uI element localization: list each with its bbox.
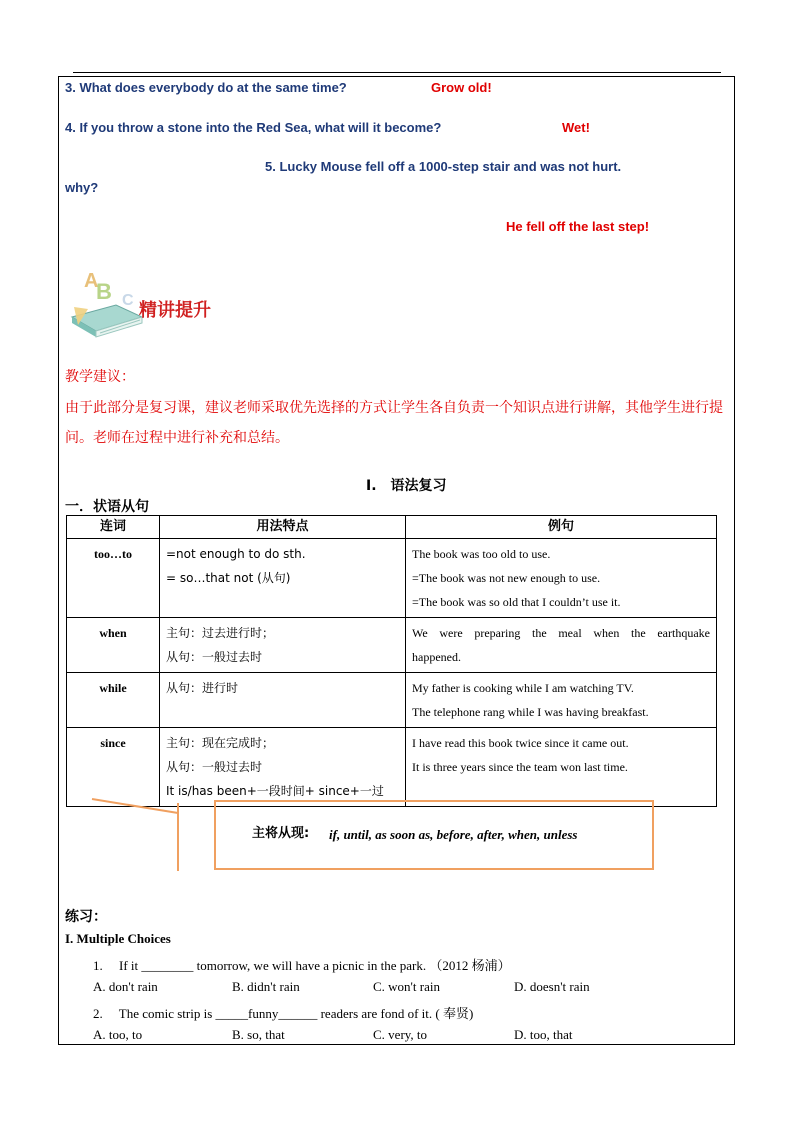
table-header-row	[67, 516, 717, 539]
practice-heading: 练习：	[65, 909, 107, 925]
subsection-title: 一．状语从句	[65, 499, 149, 515]
usage-line: = so…that not (从句)	[166, 571, 291, 585]
header-usage: 用法特点	[160, 516, 406, 539]
example-line: The telephone rang while I was having breakfast.	[412, 705, 649, 719]
usage-line: =not enough to do sth.	[166, 547, 306, 561]
table-row	[67, 539, 717, 618]
riddle-5-answer: He fell off the last step!	[506, 219, 650, 234]
usage-line: 主句：现在完成时；	[166, 736, 275, 750]
example-line: It is three years since the team won last time.	[412, 760, 628, 774]
q2-option-d: D. too, that	[514, 1027, 573, 1042]
advice-heading: 教学建议：	[65, 369, 135, 385]
advice-line-2: 问。老师在过程中进行补充和总结。	[65, 430, 289, 446]
conjunction-cell: while	[67, 673, 160, 728]
example-line: =The book was so old that I couldn’t use it.	[412, 595, 621, 609]
q1-option-c: C. won't rain	[373, 979, 440, 994]
usage-line: 主句：过去进行时；	[166, 626, 275, 640]
usage-cell	[160, 673, 406, 728]
practice-part-title: I. Multiple Choices	[65, 931, 171, 946]
question-1: 1. If it ________ tomorrow, we will have a picnic in the park. （2012 杨浦）	[93, 958, 511, 973]
example-line: The book was too old to use.	[412, 547, 551, 561]
example-line: We were preparing the meal when the earthquake	[412, 626, 710, 640]
example-cell	[406, 618, 717, 673]
example-line: My father is cooking while I am watching TV.	[412, 681, 634, 695]
q2-option-b: B. so, that	[232, 1027, 285, 1042]
example-line: =The book was not new enough to use.	[412, 571, 601, 585]
riddle-3-question: 3. What does everybody do at the same time?	[65, 80, 347, 95]
conjunction-cell: since	[67, 728, 160, 807]
table-row	[67, 618, 717, 673]
example-line: happened.	[412, 650, 461, 664]
header-rule	[73, 72, 721, 73]
letter-b: B	[96, 279, 112, 304]
section-title: I. 语法复习	[366, 478, 447, 494]
q1-option-b: B. didn't rain	[232, 979, 300, 994]
callout-label: 主将从现:	[252, 826, 310, 841]
callout-text: if, until, as soon as, before, after, when, unless	[329, 827, 578, 842]
example-line: I have read this book twice since it came out.	[412, 736, 629, 750]
usage-line: 从句：一般过去时	[166, 760, 263, 774]
usage-cell	[160, 618, 406, 673]
letter-a: A	[84, 270, 99, 292]
riddle-4-question: 4. If you throw a stone into the Red Sea, what will it become?	[65, 120, 442, 135]
advice-line-1: 由于此部分是复习课，建议老师采取优先选择的方式让学生各自负责一个知识点进行讲解，其他学生进行提	[65, 400, 723, 416]
riddle-5-question: 5. Lucky Mouse fell off a 1000-step stair and was not hurt.	[265, 159, 622, 174]
conjunction-cell: too…to	[67, 539, 160, 618]
callout-pointer	[90, 795, 220, 875]
q2-option-a: A. too, to	[93, 1027, 143, 1042]
q2-option-c: C. very, to	[373, 1027, 428, 1042]
q1-option-d: D. doesn't rain	[514, 979, 590, 994]
header-example: 例句	[406, 516, 717, 539]
riddle-3-answer: Grow old!	[431, 80, 492, 95]
riddle-4-answer: Wet!	[562, 120, 590, 135]
book-abc-icon	[66, 265, 146, 345]
header-conjunction: 连词	[67, 516, 160, 539]
adverbial-clause-table	[66, 515, 717, 807]
usage-line: 从句：进行时	[166, 681, 239, 695]
conjunction-cell: when	[67, 618, 160, 673]
example-cell	[406, 728, 717, 807]
usage-line: 从句：一般过去时	[166, 650, 263, 664]
q1-option-a: A. don't rain	[93, 979, 158, 994]
example-cell	[406, 539, 717, 618]
letter-c: C	[122, 292, 134, 309]
usage-line: It is/has been+一段时间+ since+一过	[166, 784, 384, 798]
question-2: 2. The comic strip is _____funny______ readers are fond of it. ( 奉贤)	[93, 1006, 474, 1021]
riddle-5-question-cont: why?	[65, 180, 99, 195]
example-cell	[406, 673, 717, 728]
banner-title: 精讲提升	[139, 300, 211, 321]
usage-cell	[160, 539, 406, 618]
table-row	[67, 673, 717, 728]
